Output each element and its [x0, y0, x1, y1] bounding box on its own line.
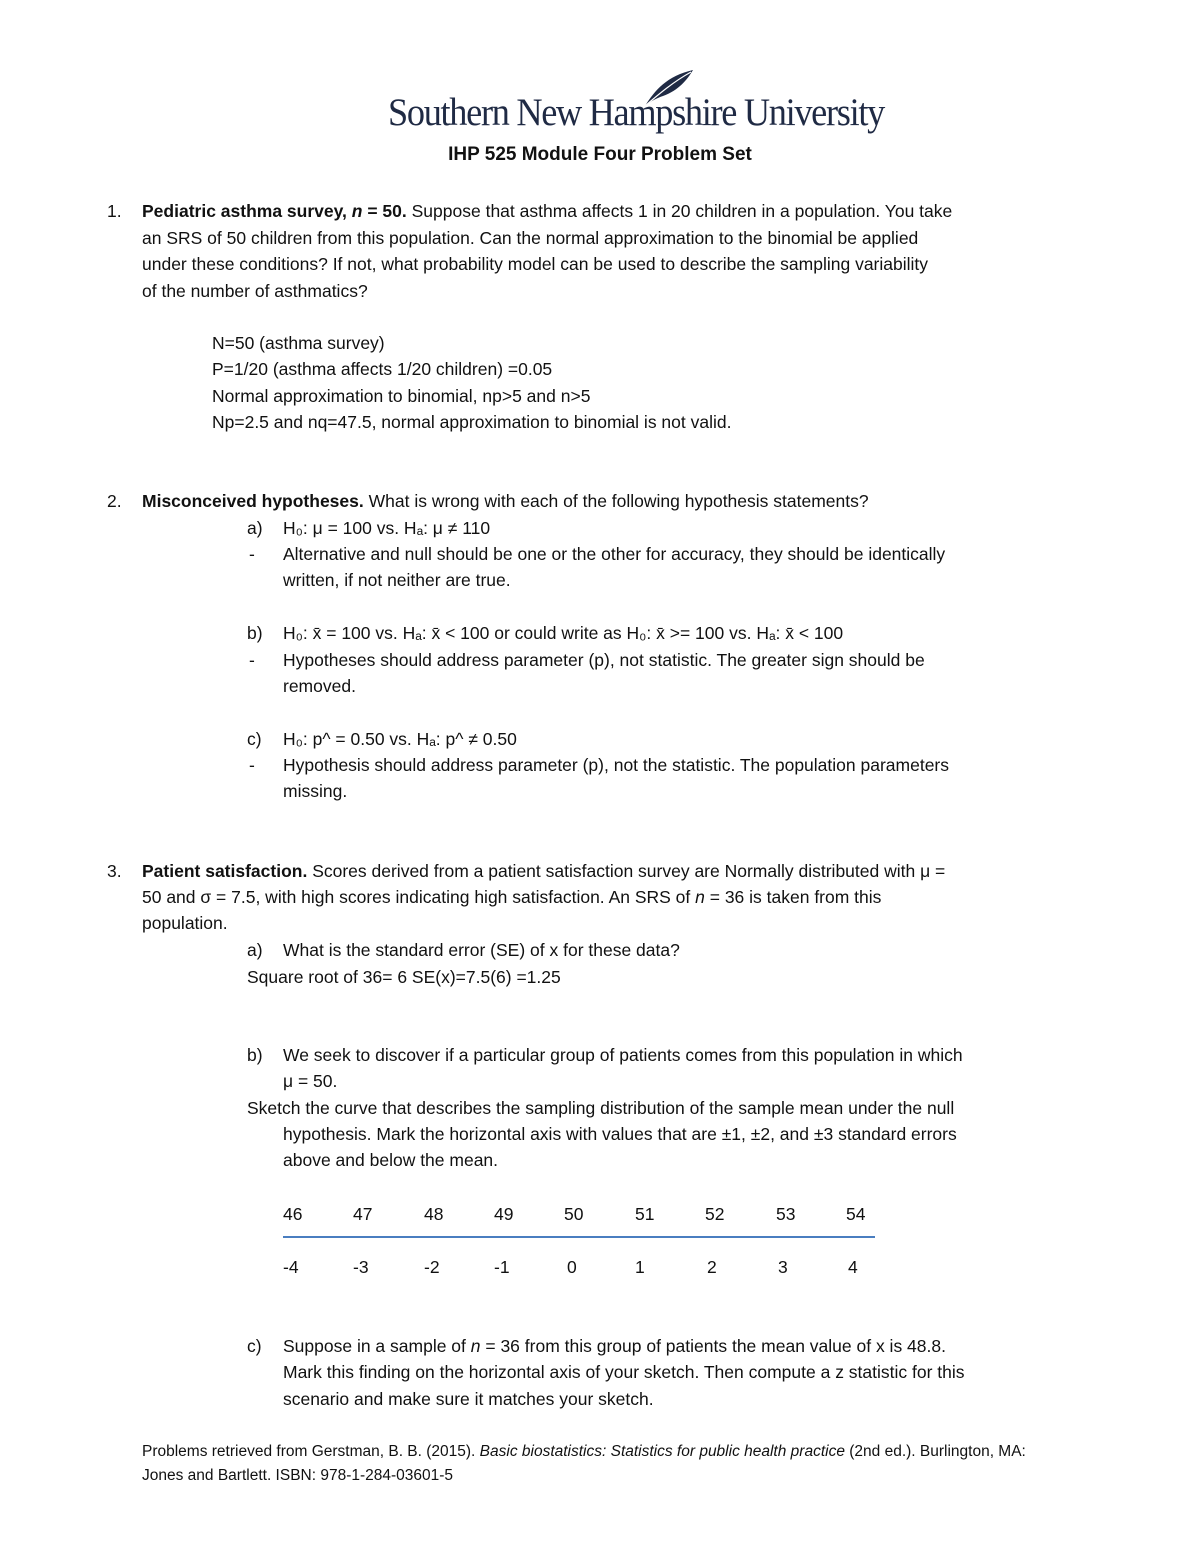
university-logo: [386, 68, 884, 140]
question-2-line-1: [142, 488, 869, 514]
question-2-text: What is wrong with each of the following hypothesis statements?: [363, 491, 869, 511]
axis-top-label: 49: [494, 1204, 514, 1224]
question-1-number: 1.: [107, 201, 122, 221]
question-3-line-2-n: n: [695, 887, 705, 907]
axis-top-values: [283, 1201, 883, 1227]
axis-bottom-label: 0: [567, 1257, 577, 1277]
question-3b-text-1: We seek to discover if a particular group of patients comes from this population in which: [283, 1045, 963, 1065]
axis-top-label: 53: [776, 1204, 796, 1224]
question-3b-sketch-1: Sketch the curve that describes the sampling distribution of the sample mean under the null: [247, 1098, 955, 1118]
question-1-line-1: [142, 198, 952, 224]
question-2b-answer-2: removed.: [283, 676, 356, 696]
question-3-text: Scores derived from a patient satisfaction survey are Normally distributed with μ =: [307, 861, 946, 881]
question-3a-answer: Square root of 36= 6 SE(x)=7.5(6) =1.25: [247, 967, 561, 987]
footnote-line-2: Jones and Bartlett. ISBN: 978-1-284-03601-5: [142, 1467, 454, 1484]
question-2c-answer-2: missing.: [283, 781, 348, 801]
footnote-text-b: (2nd ed.). Burlington, MA:: [844, 1443, 1026, 1460]
question-2a-dash: -: [249, 544, 255, 564]
question-2b-dash: -: [249, 650, 255, 670]
question-2c-answer-1: Hypothesis should address parameter (p), not the statistic. The population parameters: [283, 755, 949, 775]
question-2a-text: H₀: μ = 100 vs. Hₐ: μ ≠ 110: [283, 518, 491, 538]
axis-bottom-values: [283, 1254, 883, 1280]
question-3a-label: a): [247, 940, 263, 960]
axis-top-label: 48: [424, 1204, 444, 1224]
axis-bottom-label: 3: [778, 1257, 788, 1277]
horizontal-axis-line: [283, 1236, 875, 1238]
question-3b-sketch-3: above and below the mean.: [283, 1150, 499, 1170]
question-3c-text-1: [283, 1333, 946, 1359]
axis-bottom-label: -3: [353, 1257, 369, 1277]
question-2a-label: a): [247, 518, 263, 538]
footnote-line-1: [142, 1440, 1026, 1464]
axis-top-label: 50: [564, 1204, 584, 1224]
axis-bottom-label: 2: [707, 1257, 717, 1277]
question-3c-text-3: scenario and make sure it matches your sketch.: [283, 1389, 654, 1409]
question-3b-sketch-2: hypothesis. Mark the horizontal axis with values that are ±1, ±2, and ±3 standard errors: [283, 1124, 957, 1144]
question-2b-label: b): [247, 623, 263, 643]
feather-icon: [641, 68, 697, 108]
page-title: IHP 525 Module Four Problem Set: [448, 144, 752, 165]
question-3c-text-1b: = 36 from this group of patients the mean value of x is 48.8.: [480, 1336, 946, 1356]
question-1-answer-3: Normal approximation to binomial, np>5 and n>5: [212, 386, 591, 406]
footnote-text-a: Problems retrieved from Gerstman, B. B. (2015).: [142, 1443, 480, 1460]
question-1-line-3: under these conditions? If not, what probability model can be used to describe the sampling variability: [142, 254, 929, 274]
question-3c-text-1a: Suppose in a sample of: [283, 1336, 471, 1356]
question-2c-label: c): [247, 729, 262, 749]
footnote: [142, 1440, 1026, 1488]
question-3-line-2-rest: = 36 is taken from this: [704, 887, 882, 907]
question-2b-text: H₀: x̄ = 100 vs. Hₐ: x̄ < 100 or could write as H₀: x̄ >= 100 vs. Hₐ: x̄ < 100: [283, 623, 844, 643]
question-2-number: 2.: [107, 491, 122, 511]
axis-top-label: 51: [635, 1204, 655, 1224]
axis-top-label: 46: [283, 1204, 303, 1224]
axis-bottom-label: -1: [494, 1257, 510, 1277]
footnote-book-title: Basic biostatistics: Statistics for public health practice: [479, 1443, 845, 1460]
question-1-line-4: of the number of asthmatics?: [142, 281, 368, 301]
question-3c-text-1n: n: [470, 1336, 481, 1356]
axis-top-label: 52: [705, 1204, 725, 1224]
question-3-line-1: [142, 858, 945, 884]
question-1-text: Suppose that asthma affects 1 in 20 children in a population. You take: [406, 201, 953, 221]
question-3b-label: b): [247, 1045, 263, 1065]
axis-bottom-label: -2: [424, 1257, 440, 1277]
question-1-heading-n: n: [351, 201, 363, 221]
question-1-answer-4: Np=2.5 and nq=47.5, normal approximation to binomial is not valid.: [212, 412, 732, 432]
question-1-answer-2: P=1/20 (asthma affects 1/20 children) =0.05: [212, 359, 553, 379]
question-3b-text-2: μ = 50.: [283, 1071, 338, 1091]
question-1-heading: Pediatric asthma survey,: [142, 201, 352, 221]
question-2a-answer-1: Alternative and null should be one or the other for accuracy, they should be identically: [283, 544, 946, 564]
question-3-line-2: [142, 884, 881, 910]
question-3c-label: c): [247, 1336, 262, 1356]
question-3-line-2-text: 50 and σ = 7.5, with high scores indicating high satisfaction. An SRS of: [142, 887, 696, 907]
question-3-line-3: population.: [142, 913, 228, 933]
question-3c-text-2: Mark this finding on the horizontal axis of your sketch. Then compute a z statistic for this: [283, 1362, 965, 1382]
axis-top-label: 47: [353, 1204, 373, 1224]
question-3-number: 3.: [107, 861, 122, 881]
question-1-heading-value: = 50.: [362, 201, 407, 221]
question-1-line-2: an SRS of 50 children from this population. Can the normal approximation to the binomial be applied: [142, 228, 919, 248]
question-3a-text: What is the standard error (SE) of x for these data?: [283, 940, 680, 960]
axis-bottom-label: 4: [848, 1257, 858, 1277]
question-2c-dash: -: [249, 755, 255, 775]
axis-bottom-label: -4: [283, 1257, 299, 1277]
question-1-answer-1: N=50 (asthma survey): [212, 333, 385, 353]
axis-bottom-label: 1: [635, 1257, 645, 1277]
question-2-heading: Misconceived hypotheses.: [142, 491, 364, 511]
question-3-heading: Patient satisfaction.: [142, 861, 308, 881]
logo-text: Southern New Hampshire University: [388, 91, 884, 134]
question-2a-answer-2: written, if not neither are true.: [283, 570, 511, 590]
question-2c-text: H₀: p^ = 0.50 vs. Hₐ: p^ ≠ 0.50: [283, 729, 517, 749]
question-2b-answer-1: Hypotheses should address parameter (p), not statistic. The greater sign should be: [283, 650, 925, 670]
axis-top-label: 54: [846, 1204, 866, 1224]
